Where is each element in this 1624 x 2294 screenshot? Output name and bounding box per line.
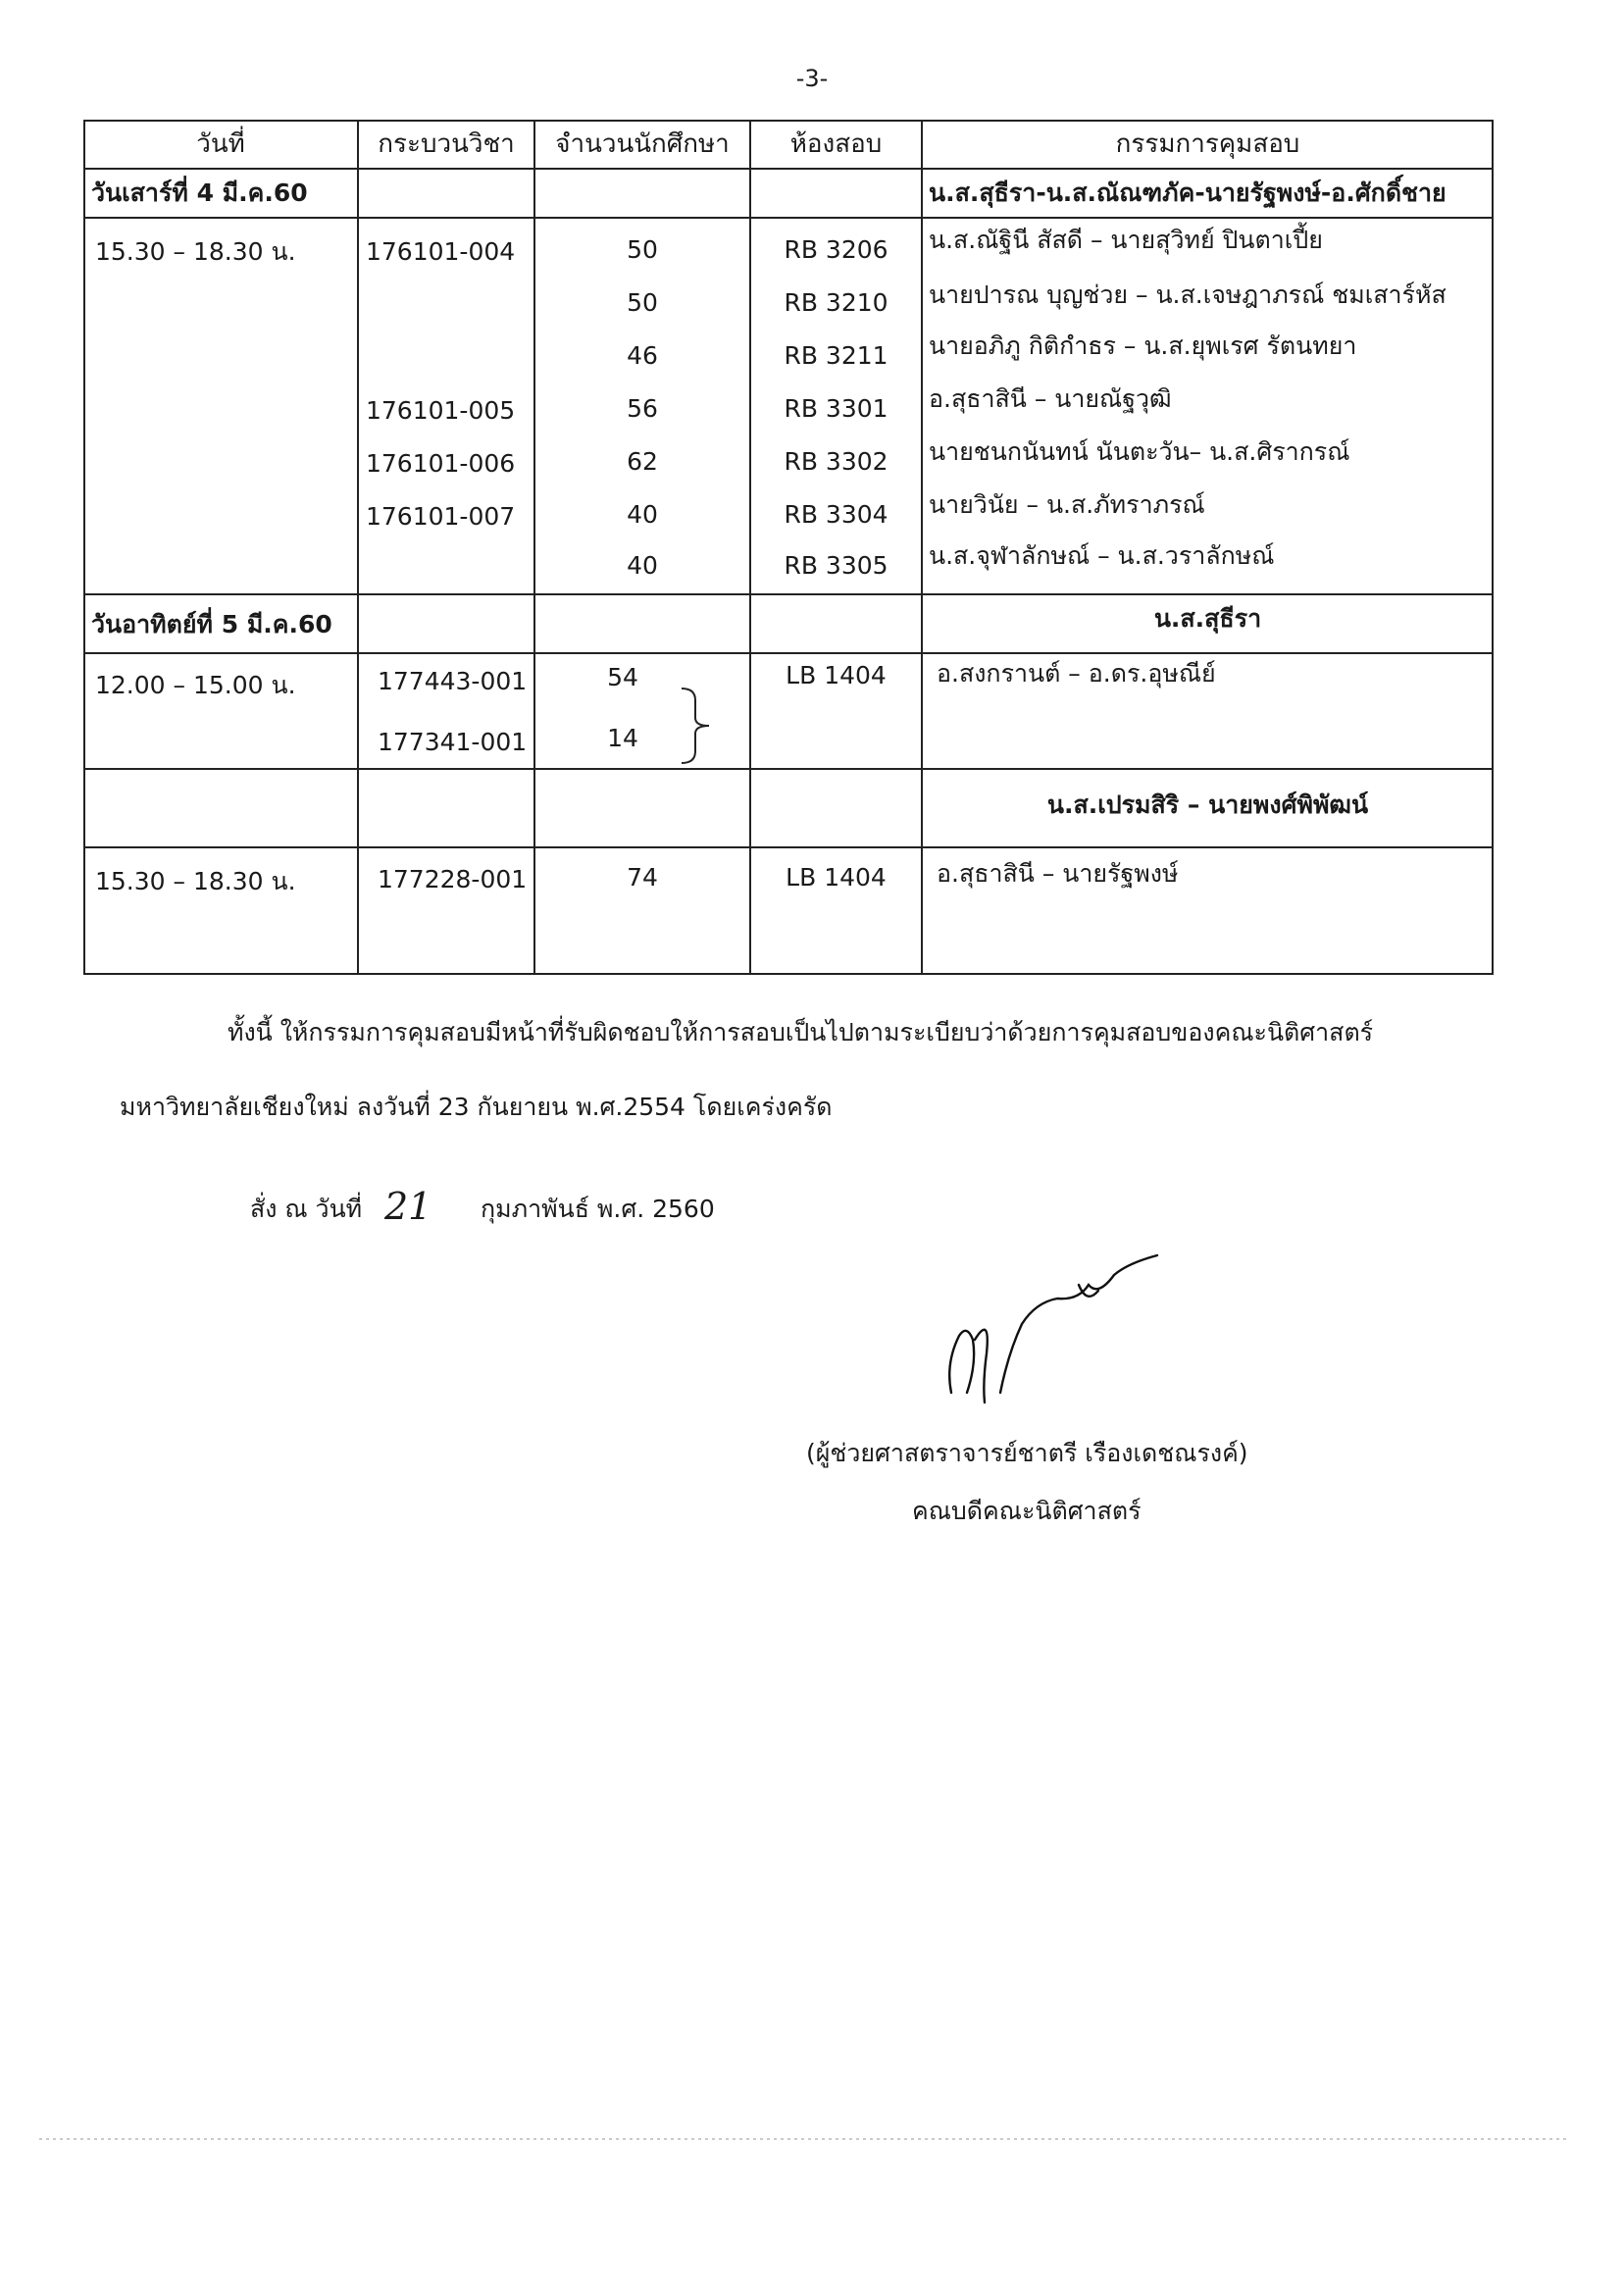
committee-members: น.ส.ณัฐินี สัสดี – นายสุวิทย์ ปินตาเปี้ย [929,226,1323,254]
committee-members: นายชนกนันทน์ นันตะวัน– น.ส.ศิรากรณ์ [929,437,1350,466]
committee-members: นายอภิภู กิติกำธร – น.ส.ยุพเรศ รัตนทยา [929,331,1357,360]
grouping-brace [680,687,713,765]
exam-room: LB 1404 [786,661,887,689]
committee-members: น.ส.จุฬาลักษณ์ – น.ส.วราลักษณ์ [929,541,1275,570]
student-count: 40 [627,500,658,529]
student-count: 62 [627,447,658,476]
exam-room: RB 3305 [784,551,888,580]
exam-schedule-table [83,120,1494,975]
exam-room: RB 3302 [784,447,888,476]
course-code: 176101-005 [366,396,516,425]
signatory-name: (ผู้ช่วยศาสตราจารย์ชาตรี เรืองเดชณรงค์) [806,1439,1248,1467]
body-paragraph-line-1: ทั้งนี้ ให้กรรมการคุมสอบมีหน้าที่รับผิดชอบให้การสอบเป็นไปตามระเบียบว่าด้วยการคุมสอบของคณะนิติศาสตร์ [228,1018,1374,1046]
order-date-prefix: สั่ง ณ วันที่ [250,1195,363,1223]
header-course: กระบวนวิชา [378,129,515,159]
student-count: 46 [627,341,658,370]
exam-room: RB 3206 [784,235,888,264]
exam-room: LB 1404 [786,863,887,892]
committee-members: นายปารณ บุญช่วย – น.ส.เจษฎาภรณ์ ชมเสาร์หัส [929,280,1446,309]
student-count: 14 [607,724,638,752]
day-supervisors-sunday: น.ส.สุธีรา [1153,604,1262,633]
day-label-sunday: วันอาทิตย์ที่ 5 มี.ค.60 [91,610,332,638]
exam-room: RB 3304 [784,500,888,529]
header-date: วันที่ [196,129,245,159]
session-time: 15.30 – 18.30 น. [95,237,296,266]
student-count: 74 [627,863,658,892]
student-count: 50 [627,288,658,317]
day-supervisors-saturday: น.ส.สุธีรา-น.ส.ณัณฑภัค-นายรัฐพงษ์-อ.ศักดิ์ชาย [929,178,1446,207]
committee-members: อ.สุธาสินี – นายณัฐวุฒิ [929,384,1172,413]
header-committee: กรรมการคุมสอบ [1115,129,1300,159]
session-time: 15.30 – 18.30 น. [95,867,296,895]
day-label-saturday: วันเสาร์ที่ 4 มี.ค.60 [91,178,308,207]
session-supervisors: น.ส.เปรมสิริ – นายพงศ์พิพัฒน์ [1046,790,1369,819]
course-code: 176101-007 [366,502,516,531]
exam-room: RB 3301 [784,394,888,423]
handwritten-signature [932,1246,1206,1422]
student-count: 54 [607,663,638,691]
course-code: 177443-001 [378,667,528,695]
exam-room: RB 3211 [784,341,888,370]
order-date-day: 21 [384,1185,432,1228]
course-code: 176101-004 [366,237,516,266]
course-code: 177228-001 [378,865,528,893]
order-date-month-year: กุมภาพันธ์ พ.ศ. 2560 [481,1195,715,1223]
session-time: 12.00 – 15.00 น. [95,671,296,699]
committee-members: อ.สงกรานต์ – อ.ดร.อุษณีย์ [937,659,1216,688]
exam-room: RB 3210 [784,288,888,317]
page-number: -3- [795,65,829,92]
student-count: 40 [627,551,658,580]
course-code: 177341-001 [378,728,528,756]
header-students: จำนวนนักศึกษา [555,129,730,159]
course-code: 176101-006 [366,449,516,478]
student-count: 56 [627,394,658,423]
body-paragraph-line-2: มหาวิทยาลัยเชียงใหม่ ลงวันที่ 23 กันยายน พ.ศ.2554 โดยเคร่งครัด [120,1093,833,1121]
scan-artifact-line [39,2136,1569,2142]
student-count: 50 [627,235,658,264]
committee-members: อ.สุธาสินี – นายรัฐพงษ์ [937,859,1179,888]
signatory-title: คณบดีคณะนิติศาสตร์ [912,1497,1142,1525]
committee-members: นายวินัย – น.ส.ภัทราภรณ์ [929,490,1205,519]
header-room: ห้องสอบ [789,129,883,159]
